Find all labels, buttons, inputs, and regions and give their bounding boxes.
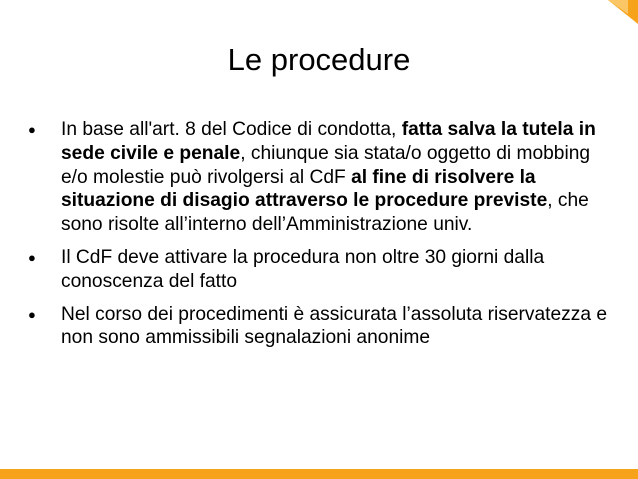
slide-title: Le procedure [227, 42, 411, 77]
bullet-1-text-3: , che sono risolte all’interno dell’Amministrazione univ. [61, 190, 589, 236]
bullet-dot-icon: ● [28, 249, 36, 265]
bullet-item [26, 303, 611, 351]
bullet-1-bold-1: fatta salva la tutela in sede civile e penale [61, 119, 596, 164]
corner-accent-light [608, 0, 628, 14]
bullet-list [26, 118, 611, 359]
bullet-1-text-2: , chiunque sia stata/o oggetto di mobbing e/o molestie può rivolgersi al CdF [61, 142, 591, 188]
bullet-dot-icon: ● [28, 122, 36, 137]
bullet-dot-icon: ● [28, 306, 36, 322]
bullet-3-text: Nel corso dei procedimenti è assicurata l’assoluta riservatezza e non sono ammissibili segnalazioni anonime [61, 303, 608, 349]
bullet-item [26, 246, 611, 294]
bullet-1-bold-2: al fine di risolvere la situazione di disagio attraverso le procedure previste [61, 166, 548, 212]
bottom-accent-bar [0, 469, 638, 479]
bullet-2-text: Il CdF deve attivare la procedura non oltre 30 giorni dalla conoscenza del fatto [61, 246, 545, 292]
bullet-1-text-1: In base all'art. 8 del Codice di condotta, [61, 119, 402, 140]
bullet-item [26, 118, 611, 237]
